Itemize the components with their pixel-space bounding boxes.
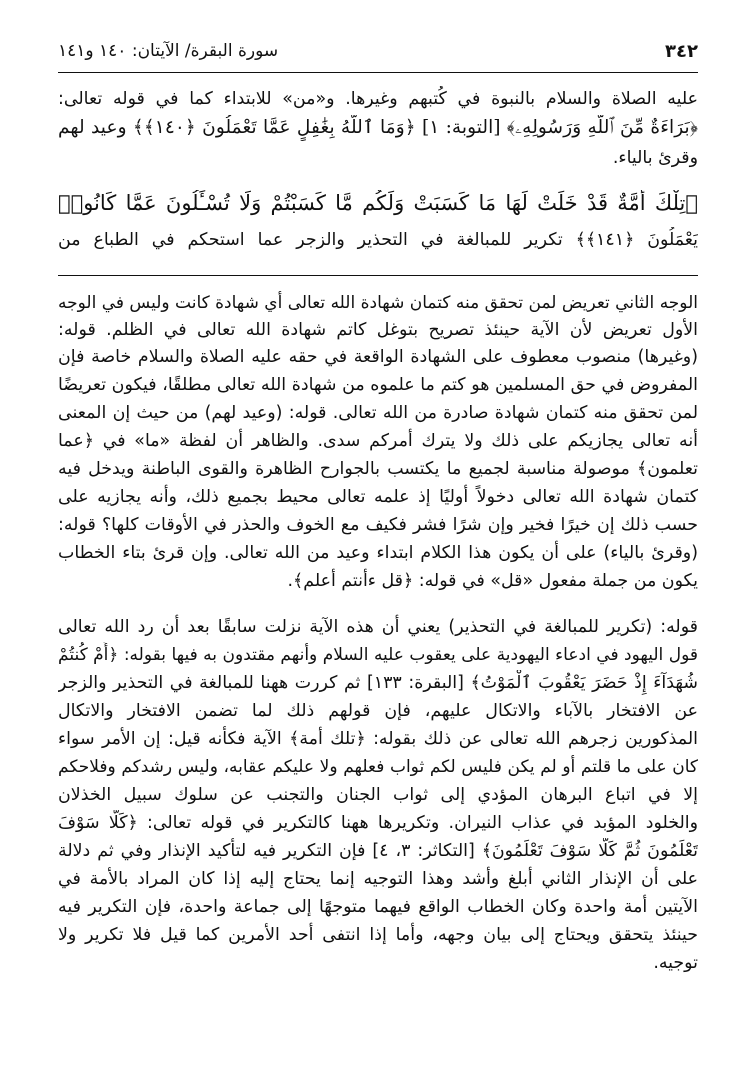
text-line: حينئذ يتحقق ويحتاج إلى بيان وجهه، وأما إذا انتفى أحد الأمرين كما قيل فلا تكرير ولا [58,925,698,945]
text-line: قوله: (تكرير للمبالغة في التحذير) يعني أن هذه الآية نزلت سابقًا بعد أن رد الله تعالى [58,617,698,637]
text-line: على أن الإنذار الثاني أبلغ وأشد وهذا التوجيه إنما يحتاج إليه إذا كان المراد بالأمة في [58,869,698,889]
header-rule [58,72,698,73]
text-line: الآيتين أمة واحدة وكان الخطاب الواقع فيهما متوجهًا إلى جماعة واحدة، فإن التكرير فيه [58,897,698,917]
text-line: لمن تحقق منه كتمان شهادة صادرة من الله تعالى. قوله: (وعيد لهم) من حيث إن المعنى [58,403,698,423]
text-line: توجيه. [653,953,698,973]
text-line: تعلمون﴾ موصولة مناسبة لجميع ما يكتسب بالجوارح الظاهرة والقوى الباطنة ويدخل فيه [58,459,698,479]
text-line: يكون من جملة مفعول «قل» في قوله: ﴿قل ءأنتم أعلم﴾. [287,571,698,591]
text-line: حسب ذلك إن خيرًا فخير وإن شرًا فشر فكيف مع الخوف والحذر في الأوقات كلها؟ قوله: [58,515,698,535]
text-line: والخلود المؤبد في عذاب النيران. وتكريرها ههنا كالتكرير في قوله تعالى: ﴿كَلَّا سَوْفَ [58,813,698,833]
text-line: المذكورين زجرهم الله تعالى عن ذلك بقوله: ﴿تلك أمة﴾ الآية فكأنه قيل: إن الأمر سواء [58,729,698,749]
text-line: الوجه الثاني تعريض لمن تحقق منه كتمان شهادة الله تعالى أي شهادة كانت وليس في الوجه [58,293,698,313]
text-line: ﴿بَرَاءَةٌ مِّنَ ٱللَّهِ وَرَسُولِهِۦ﴾ [التوبة: ١] ﴿وَمَا ٱللَّهُ بِغَٰفِلٍ عَمَّا تَعْمَلُونَ ﴿١٤٠﴾﴾ وعيد لهم [58,117,698,138]
text-line: قول اليهود في ادعاء اليهودية على يعقوب عليه السلام وأنهم مقتدون به فيها بقوله: ﴿أَمْ كُنتُمْ [58,645,698,665]
page-number: ٣٤٢ [665,40,698,62]
running-title: سورة البقرة/ الآيتان: ١٤٠ و١٤١ [58,41,279,61]
text-line: عليه الصلاة والسلام بالنبوة في كُتبهم وغيرها. و«من» للابتداء كما في قوله تعالى: [58,89,698,109]
text-line: يَعْمَلُونَ ﴿١٤١﴾﴾ تكرير للمبالغة في التحذير والزجر عما استحكم في الطباع من [58,230,698,250]
text-line: كتمان شهادة الله تعالى دخولاً أوليًا إذ علمه تعالى محيط بجميع ذلك، وأنه يجازيه على [58,487,698,507]
text-line: وقرئ بالياء. [612,148,698,168]
text-line: (وغيرها) منصوب معطوف على الشهادة الواقعة في حقه عليه الصلاة والسلام خاصة فإن [58,347,698,367]
text-line: شُهَدَآءَ إِذْ حَضَرَ يَعْقُوبَ ٱلْمَوْتُ﴾ [البقرة: ١٣٣] ثم كررت ههنا للمبالغة في التحذير والزجر [58,673,698,693]
text-line: عن الافتخار بالآباء والاتكال عليهم، فإن قولهم ذلك لما تضمن الافتخار والاتكال [58,701,698,721]
text-line: أنه تعالى يجازيكم على ذلك ولا يترك أمركم سدى. والظاهر أن لفظة «ما» في ﴿عما [58,431,698,451]
section-divider [58,275,698,276]
text-line: (وقرئ بالياء) على أن يكون هذا الكلام ابتداء وعيد من الله تعالى. وإن قرئ بتاء الخطاب [58,543,698,563]
text-line: إلا في اتباع البرهان المؤدي إلى ثواب الجنان والتجنب عن سلوك سبيل الخذلان [58,785,698,805]
text-line: ﴿تِلْكَ أُمَّةٌ قَدْ خَلَتْ لَهَا مَا كَسَبَتْ وَلَكُم مَّا كَسَبْتُمْ وَلَا تُسْـَٔلُونَ عَمَّا كَانُوا۟ [58,191,698,215]
text-line: كان على ما قلتم أو لم يكن فليس لكم ثواب فعلهم ولا عليكم عقابه، وليس رشدكم وفلاحكم [58,757,698,777]
text-line: الأول تعريض لأن الآية حينئذ تصريح بتوغل كاتم شهادة الله تعالى في الظلم. قوله: [58,320,698,340]
text-line: تَعْلَمُونَ ثُمَّ كَلَّا سَوْفَ تَعْلَمُونَ﴾ [التكاثر: ٣، ٤] فإن التكرير فيه لتأكيد الإنذار وفي ثم دلالة [58,841,698,861]
page-header [58,36,698,66]
text-line: المفروض في حق المسلمين هو كتم ما علموه من شهادة الله تعالى مطلقًا، فيكون تعريضًا [58,375,698,395]
